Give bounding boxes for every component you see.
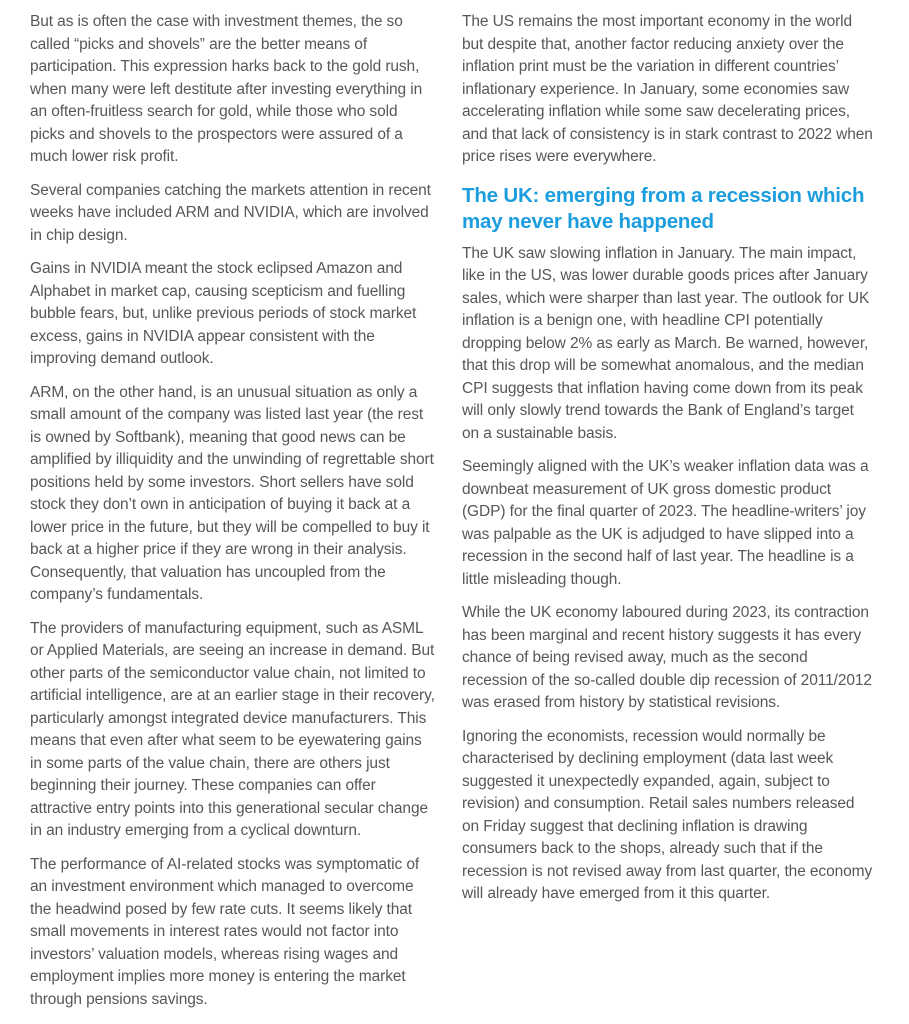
paragraph-nvidia-gains: Gains in NVIDIA meant the stock eclipsed Amazon and Alphabet in market cap, causing scepticism and fuelling bubble fears, but, unlike previous periods of stock market excess, gains in NVIDIA appear consistent with the improving demand outlook.: [30, 260, 417, 367]
paragraph-arm-nvidia-attention: Several companies catching the markets attention in recent weeks have included ARM and NVIDIA, which are involved in chip design.: [30, 181, 431, 244]
right-column: [462, 11, 873, 1022]
paragraph-us-economy: The US remains the most important economy in the world but despite that, another factor reducing anxiety over the inflation print must be the variation in different countries’ inflationary experience. In January, some economies saw accelerating inflation while some saw decelerating prices, and that lack of consistency is in stark contrast to 2022 when price rises were everywhere.: [462, 13, 873, 165]
paragraph-uk-inflation: The UK saw slowing inflation in January. The main impact, like in the US, was lower durable goods prices after January sales, which were sharper than last year. The outlook for UK inflation is a benign one, with headline CPI potentially dropping below 2% as early as March. Be warned, however, that this drop will be somewhat anomalous, and the median CPI suggests that inflation having come down from its peak will only slowly trend towards the Bank of England’s target on a sustainable basis.: [462, 244, 870, 442]
left-column: [30, 11, 436, 1022]
uk-recession-heading: The UK: emerging from a recession which may never have happened: [462, 183, 865, 233]
two-column-layout: [30, 11, 873, 1022]
paragraph-manufacturing-equipment: The providers of manufacturing equipment, such as ASML or Applied Materials, are seeing an increase in demand. But other parts of the semiconductor value chain, not limited to artificial intelligence, are at an earlier stage in their recovery, particularly amongst integrated device manufacturers. This means that even after what seem to be eyewatering gains in some parts of the value chain, there are others just beginning their journey. These companies can offer attractive entry points into this generational secular change in an industry emerging from a cyclical downturn.: [30, 619, 435, 839]
paragraph-arm-situation: ARM, on the other hand, is an unusual situation as only a small amount of the company was listed last year (the rest is owned by Softbank), meaning that good news can be amplified by illiquidity and the unwinding of regrettable short positions held by some investors. Short sellers have sold stock they don’t own in anticipation of buying it back at a lower price in the future, but they will be compelled to buy it back at a higher price if they are wrong in their analysis. Consequently, that valuation has uncoupled from the company’s fundamentals.: [30, 383, 434, 603]
paragraph-uk-contraction: While the UK economy laboured during 2023, its contraction has been marginal and recent history suggests it has every chance of being revised away, much as the second recession of the so-called double dip recession of 2011/2012 was erased from history by statistical revisions.: [462, 604, 872, 711]
paragraph-ai-stocks-performance: The performance of AI-related stocks was symptomatic of an investment environment which managed to overcome the headwind posed by few rate cuts. It seems likely that small movements in interest rates would not factor into investors’ valuation models, whereas rising wages and employment implies more money is entering the market through pensions savings.: [30, 855, 420, 1008]
paragraph-recession-characteristics: Ignoring the economists, recession would normally be characterised by declining employment (data last week suggested it unexpectedly expanded, again, subject to revision) and consumption. Retail sales numbers released on Friday suggest that declining inflation is drawing consumers back to the shops, already such that if the recession is not revised away from last quarter, the economy will already have emerged from it this quarter.: [462, 727, 873, 902]
paragraph-picks-and-shovels: But as is often the case with investment themes, the so called “picks and shovels” are the better means of participation. This expression harks back to the gold rush, when many were left destitute after investing everything in an often-fruitless search for gold, while those who sold picks and shovels to the prospectors were assured of a much lower risk profit.: [30, 13, 423, 165]
paragraph-uk-gdp: Seemingly aligned with the UK’s weaker inflation data was a downbeat measurement of UK gross domestic product (GDP) for the final quarter of 2023. The headline-writers’ joy was palpable as the UK is adjudged to have slipped into a recession in the second half of last year. The headline is a little misleading though.: [462, 458, 869, 588]
